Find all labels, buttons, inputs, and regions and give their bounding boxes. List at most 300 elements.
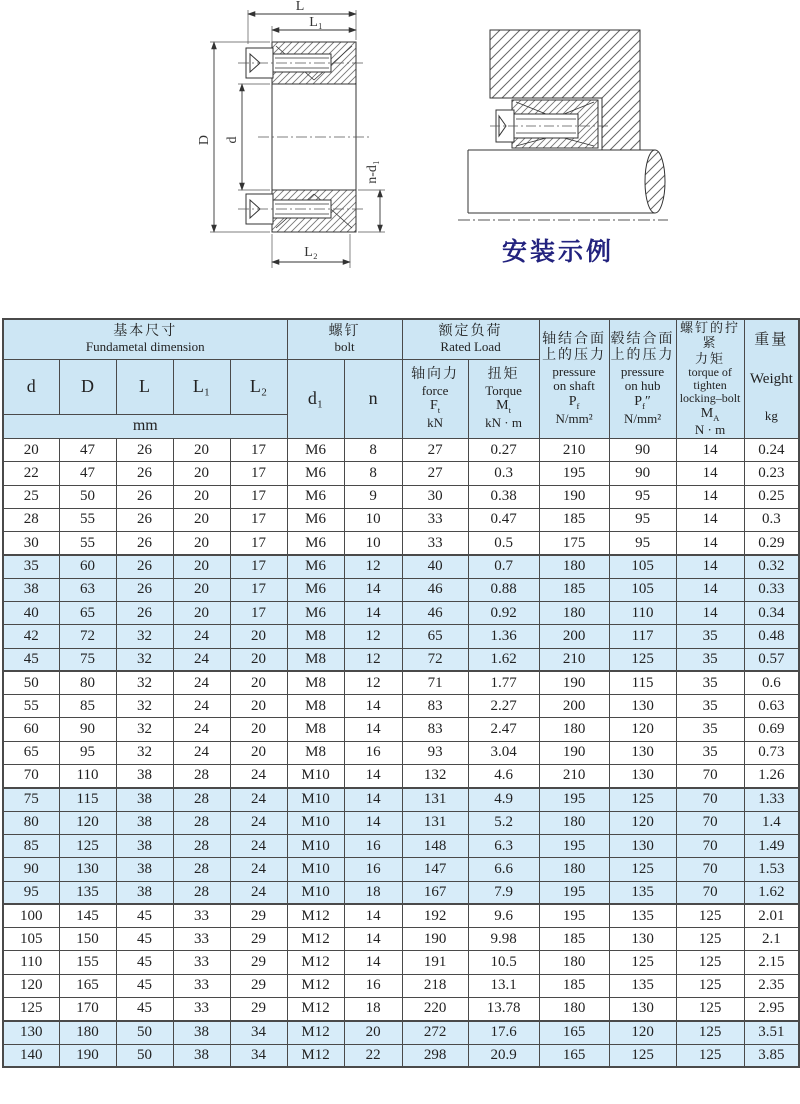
table-row (3, 811, 799, 834)
table-cell: 210 (539, 765, 609, 788)
table-row (3, 881, 799, 904)
table-cell: 110 (609, 602, 676, 625)
table-cell: 165 (539, 1021, 609, 1044)
table-cell: 70 (676, 881, 744, 904)
table-cell: 0.25 (744, 485, 799, 508)
table-cell: 0.6 (744, 671, 799, 694)
table-row (3, 648, 799, 671)
table-cell: 16 (344, 858, 402, 881)
table-cell: 14 (344, 765, 402, 788)
table-cell: 195 (539, 904, 609, 927)
table-cell: 20 (173, 438, 230, 461)
table-cell: 60 (3, 718, 59, 741)
table-cell: 130 (59, 858, 116, 881)
table-cell: 24 (230, 765, 287, 788)
table-cell: 28 (173, 834, 230, 857)
table-cell: 20 (230, 648, 287, 671)
table-cell: 298 (402, 1044, 468, 1067)
table-cell: M12 (287, 974, 344, 997)
table-cell: 2.15 (744, 951, 799, 974)
table-cell: 85 (3, 834, 59, 857)
table-cell: M6 (287, 438, 344, 461)
dimension-table (2, 318, 800, 1068)
table-cell: M8 (287, 741, 344, 764)
table-cell: 24 (173, 625, 230, 648)
header-weight: 重量 Weight kg (744, 319, 799, 438)
table-cell: 9 (344, 485, 402, 508)
table-cell: 14 (676, 508, 744, 531)
table-cell: 24 (173, 741, 230, 764)
table-cell: 28 (173, 788, 230, 811)
table-cell: 40 (3, 602, 59, 625)
table-cell: 180 (539, 555, 609, 578)
table-cell: 17 (230, 602, 287, 625)
col-torque: 扭矩 Torque $M_t$ kN · m (468, 359, 539, 438)
unit-mm: mm (3, 414, 287, 438)
table-cell: 28 (173, 811, 230, 834)
header-basic-dimension: 基本尺寸 Fundametal dimension (3, 319, 287, 359)
table-cell: 0.7 (468, 555, 539, 578)
table-cell: 32 (116, 648, 173, 671)
table-cell: 28 (173, 881, 230, 904)
table-cell: 185 (539, 508, 609, 531)
table-cell: M12 (287, 1021, 344, 1044)
table-cell: 117 (609, 625, 676, 648)
table-cell: 33 (173, 951, 230, 974)
table-cell: 272 (402, 1021, 468, 1044)
table-cell: M10 (287, 788, 344, 811)
table-cell: 50 (116, 1021, 173, 1044)
table-cell: 130 (609, 834, 676, 857)
table-cell: 13.78 (468, 998, 539, 1021)
table-cell: 3.51 (744, 1021, 799, 1044)
table-cell: 110 (59, 765, 116, 788)
table-cell: 10 (344, 508, 402, 531)
table-cell: 195 (539, 881, 609, 904)
table-cell: 131 (402, 788, 468, 811)
table-cell: 131 (402, 811, 468, 834)
table-cell: 185 (539, 578, 609, 601)
table-cell: 33 (402, 532, 468, 555)
table-cell: 0.3 (468, 462, 539, 485)
table-cell: 125 (676, 974, 744, 997)
table-cell: 2.47 (468, 718, 539, 741)
header-rated-load: 额定负荷 Rated Load (402, 319, 539, 359)
header-tightening-torque: 螺钉的拧紧 力矩 torque of tighten locking–bolt $M_A$ N · m (676, 319, 744, 438)
drawings-area (0, 0, 800, 318)
table-cell: 95 (609, 532, 676, 555)
table-cell: 17 (230, 532, 287, 555)
table-cell: 0.48 (744, 625, 799, 648)
col-L: L (116, 359, 173, 414)
table-cell: 45 (3, 648, 59, 671)
table-cell: 20 (173, 532, 230, 555)
table-cell: 38 (173, 1021, 230, 1044)
table-cell: 70 (676, 811, 744, 834)
table-cell: M6 (287, 578, 344, 601)
table-cell: 0.3 (744, 508, 799, 531)
table-cell: 210 (539, 438, 609, 461)
table-cell: 24 (173, 695, 230, 718)
table-cell: 135 (609, 904, 676, 927)
table-cell: 180 (59, 1021, 116, 1044)
table-cell: 2.27 (468, 695, 539, 718)
table-cell: 14 (676, 555, 744, 578)
table-cell: 1.77 (468, 671, 539, 694)
table-cell: 65 (3, 741, 59, 764)
table-cell: 0.34 (744, 602, 799, 625)
table-cell: M12 (287, 1044, 344, 1067)
table-row (3, 555, 799, 578)
table-cell: 20 (344, 1021, 402, 1044)
table-cell: 3.04 (468, 741, 539, 764)
table-cell: 32 (116, 671, 173, 694)
table-cell: 20 (230, 625, 287, 648)
table-cell: 75 (3, 788, 59, 811)
table-cell: 45 (116, 998, 173, 1021)
table-cell: 20 (230, 741, 287, 764)
table-cell: 32 (116, 741, 173, 764)
table-cell: M10 (287, 834, 344, 857)
table-cell: 22 (3, 462, 59, 485)
table-cell: 135 (609, 974, 676, 997)
table-cell: 90 (609, 462, 676, 485)
table-cell: 29 (230, 928, 287, 951)
table-cell: 9.6 (468, 904, 539, 927)
table-cell: 14 (344, 788, 402, 811)
table-cell: 0.32 (744, 555, 799, 578)
table-cell: 17 (230, 555, 287, 578)
table-cell: 30 (3, 532, 59, 555)
table-cell: 9.98 (468, 928, 539, 951)
table-cell: M8 (287, 718, 344, 741)
header-pressure-hub: 毂结合面 上的压力 pressure on hub $P_f''$ N/mm² (609, 319, 676, 438)
table-cell: 85 (59, 695, 116, 718)
table-cell: 50 (59, 485, 116, 508)
table-cell: 33 (173, 998, 230, 1021)
table-cell: 63 (59, 578, 116, 601)
table-cell: 130 (609, 695, 676, 718)
table-cell: M12 (287, 928, 344, 951)
table-cell: 95 (59, 741, 116, 764)
table-row (3, 834, 799, 857)
table-cell: 65 (402, 625, 468, 648)
table-row (3, 1021, 799, 1044)
table-cell: 14 (344, 928, 402, 951)
table-cell: M8 (287, 625, 344, 648)
table-body (3, 438, 799, 1067)
table-row (3, 951, 799, 974)
table-cell: 46 (402, 578, 468, 601)
table-cell: 2.1 (744, 928, 799, 951)
installation-caption: 安装示例 (502, 239, 615, 266)
table-cell: 20 (230, 695, 287, 718)
table-row (3, 671, 799, 694)
table-cell: 83 (402, 695, 468, 718)
table-cell: M12 (287, 904, 344, 927)
table-cell: 190 (539, 485, 609, 508)
table-cell: 110 (3, 951, 59, 974)
table-cell: 70 (676, 858, 744, 881)
table-cell: 35 (676, 695, 744, 718)
table-cell: 40 (402, 555, 468, 578)
table-cell: 26 (116, 578, 173, 601)
table-cell: 24 (173, 648, 230, 671)
table-cell: 24 (173, 718, 230, 741)
cross-section-drawing (180, 0, 445, 300)
table-cell: 17 (230, 462, 287, 485)
table-cell: 24 (230, 788, 287, 811)
table-cell: 24 (230, 811, 287, 834)
table-cell: 38 (116, 765, 173, 788)
header-pressure-shaft: 轴结合面 上的压力 pressure on shaft $P_f$ N/mm² (539, 319, 609, 438)
table-cell: 147 (402, 858, 468, 881)
table-cell: 0.5 (468, 532, 539, 555)
table-cell: 26 (116, 438, 173, 461)
table-cell: 145 (59, 904, 116, 927)
table-cell: 70 (676, 765, 744, 788)
table-cell: 0.38 (468, 485, 539, 508)
table-cell: 38 (173, 1044, 230, 1067)
table-cell: 105 (3, 928, 59, 951)
table-cell: 12 (344, 625, 402, 648)
table-cell: 125 (3, 998, 59, 1021)
table-cell: 24 (173, 671, 230, 694)
table-row (3, 974, 799, 997)
table-cell: M6 (287, 555, 344, 578)
table-cell: 20 (173, 462, 230, 485)
table-cell: 0.33 (744, 578, 799, 601)
table-cell: M6 (287, 508, 344, 531)
table-cell: 33 (402, 508, 468, 531)
table-cell: 32 (116, 625, 173, 648)
table-cell: 1.4 (744, 811, 799, 834)
table-cell: 130 (609, 765, 676, 788)
table-cell: 18 (344, 998, 402, 1021)
table-cell: 14 (676, 602, 744, 625)
table-cell: 24 (230, 834, 287, 857)
table-cell: 14 (344, 578, 402, 601)
table-row (3, 625, 799, 648)
table-cell: 125 (676, 998, 744, 1021)
table-cell: 12 (344, 648, 402, 671)
table-cell: 70 (676, 834, 744, 857)
table-cell: 0.92 (468, 602, 539, 625)
table-cell: 46 (402, 602, 468, 625)
table-cell: 38 (116, 858, 173, 881)
table-cell: 35 (676, 718, 744, 741)
table-cell: 42 (3, 625, 59, 648)
table-cell: 27 (402, 438, 468, 461)
table-cell: 130 (609, 998, 676, 1021)
table-cell: 0.88 (468, 578, 539, 601)
table-cell: 10 (344, 532, 402, 555)
table-cell: 165 (59, 974, 116, 997)
table-cell: 180 (539, 811, 609, 834)
table-cell: 35 (676, 625, 744, 648)
table-row (3, 438, 799, 461)
table-cell: 17 (230, 485, 287, 508)
table-cell: 26 (116, 602, 173, 625)
table-cell: 190 (59, 1044, 116, 1067)
table-cell: M8 (287, 695, 344, 718)
table-cell: 26 (116, 485, 173, 508)
table-cell: 180 (539, 858, 609, 881)
table-cell: 1.62 (744, 881, 799, 904)
table-cell: 190 (539, 741, 609, 764)
table-cell: 130 (609, 928, 676, 951)
table-row (3, 904, 799, 927)
table-cell: 1.26 (744, 765, 799, 788)
table-cell: 140 (3, 1044, 59, 1067)
table-cell: 6.3 (468, 834, 539, 857)
table-cell: 14 (676, 578, 744, 601)
table-cell: 120 (3, 974, 59, 997)
table-cell: 2.35 (744, 974, 799, 997)
table-cell: 35 (3, 555, 59, 578)
table-row (3, 765, 799, 788)
dim-label-L2: L₂ (304, 245, 318, 260)
table-cell: 71 (402, 671, 468, 694)
table-cell: 14 (676, 438, 744, 461)
table-cell: 130 (609, 741, 676, 764)
table-cell: 120 (609, 1021, 676, 1044)
table-cell: 0.69 (744, 718, 799, 741)
dim-label-nd1: n-d₁ (365, 160, 380, 184)
table-cell: 33 (173, 974, 230, 997)
table-cell: 95 (609, 485, 676, 508)
table-cell: 155 (59, 951, 116, 974)
table-header (3, 319, 799, 438)
table-cell: 20 (230, 718, 287, 741)
table-cell: 200 (539, 695, 609, 718)
table-cell: 25 (3, 485, 59, 508)
table-cell: 190 (539, 671, 609, 694)
table-cell: 22 (344, 1044, 402, 1067)
table-cell: 0.47 (468, 508, 539, 531)
table-cell: M6 (287, 532, 344, 555)
table-cell: 148 (402, 834, 468, 857)
table-cell: 34 (230, 1021, 287, 1044)
table-cell: 180 (539, 998, 609, 1021)
table-cell: 100 (3, 904, 59, 927)
table-cell: 125 (609, 788, 676, 811)
table-row (3, 718, 799, 741)
table-cell: 55 (3, 695, 59, 718)
table-cell: 14 (344, 602, 402, 625)
table-cell: 105 (609, 578, 676, 601)
table-cell: 26 (116, 462, 173, 485)
table-cell: 132 (402, 765, 468, 788)
table-cell: 0.73 (744, 741, 799, 764)
table-cell: 0.24 (744, 438, 799, 461)
table-cell: 80 (3, 811, 59, 834)
col-D: D (59, 359, 116, 414)
table-cell: 0.23 (744, 462, 799, 485)
table-cell: 120 (59, 811, 116, 834)
table-cell: 16 (344, 741, 402, 764)
table-cell: 14 (344, 811, 402, 834)
table-cell: 180 (539, 602, 609, 625)
table-cell: M10 (287, 811, 344, 834)
table-cell: 2.95 (744, 998, 799, 1021)
table-row (3, 462, 799, 485)
table-cell: 20 (173, 602, 230, 625)
table-cell: 130 (3, 1021, 59, 1044)
table-cell: 90 (3, 858, 59, 881)
table-cell: 16 (344, 974, 402, 997)
table-cell: 24 (230, 881, 287, 904)
table-cell: 200 (539, 625, 609, 648)
table-cell: 38 (116, 834, 173, 857)
table-cell: 0.63 (744, 695, 799, 718)
table-cell: 26 (116, 532, 173, 555)
table-row (3, 1044, 799, 1067)
table-cell: M8 (287, 648, 344, 671)
table-cell: 32 (116, 695, 173, 718)
table-cell: M12 (287, 951, 344, 974)
table-cell: M6 (287, 462, 344, 485)
table-cell: 55 (59, 508, 116, 531)
table-cell: 38 (116, 881, 173, 904)
table-cell: 115 (59, 788, 116, 811)
table-cell: 125 (676, 951, 744, 974)
table-cell: 32 (116, 718, 173, 741)
table-cell: 72 (402, 648, 468, 671)
table-cell: 26 (116, 508, 173, 531)
table-cell: 135 (609, 881, 676, 904)
table-cell: 1.36 (468, 625, 539, 648)
table-cell: 35 (676, 741, 744, 764)
table-cell: 70 (676, 788, 744, 811)
table-cell: 14 (344, 904, 402, 927)
table-cell: 33 (173, 904, 230, 927)
col-n: n (344, 359, 402, 438)
dim-label-d: d (225, 136, 240, 144)
dim-label-L: L (295, 0, 305, 14)
table-cell: 14 (676, 532, 744, 555)
table-cell: 125 (609, 951, 676, 974)
table-cell: 29 (230, 974, 287, 997)
table-cell: 125 (676, 904, 744, 927)
table-cell: 29 (230, 998, 287, 1021)
table-cell: 14 (676, 485, 744, 508)
table-cell: 192 (402, 904, 468, 927)
table-cell: M10 (287, 765, 344, 788)
table-cell: 4.6 (468, 765, 539, 788)
table-cell: 1.49 (744, 834, 799, 857)
table-cell: 8 (344, 462, 402, 485)
table-cell: 180 (539, 951, 609, 974)
table-cell: 50 (116, 1044, 173, 1067)
table-cell: 8 (344, 438, 402, 461)
table-cell: 20 (173, 555, 230, 578)
table-cell: 1.62 (468, 648, 539, 671)
table-cell: 55 (59, 532, 116, 555)
table-cell: 95 (609, 508, 676, 531)
table-cell: 105 (609, 555, 676, 578)
table-row (3, 858, 799, 881)
table-cell: 20.9 (468, 1044, 539, 1067)
table-cell: 12 (344, 555, 402, 578)
table-cell: 35 (676, 671, 744, 694)
table-cell: 70 (3, 765, 59, 788)
table-cell: 191 (402, 951, 468, 974)
table-cell: 125 (609, 858, 676, 881)
table-cell: 20 (173, 508, 230, 531)
table-cell: 17 (230, 578, 287, 601)
table-cell: 17 (230, 508, 287, 531)
